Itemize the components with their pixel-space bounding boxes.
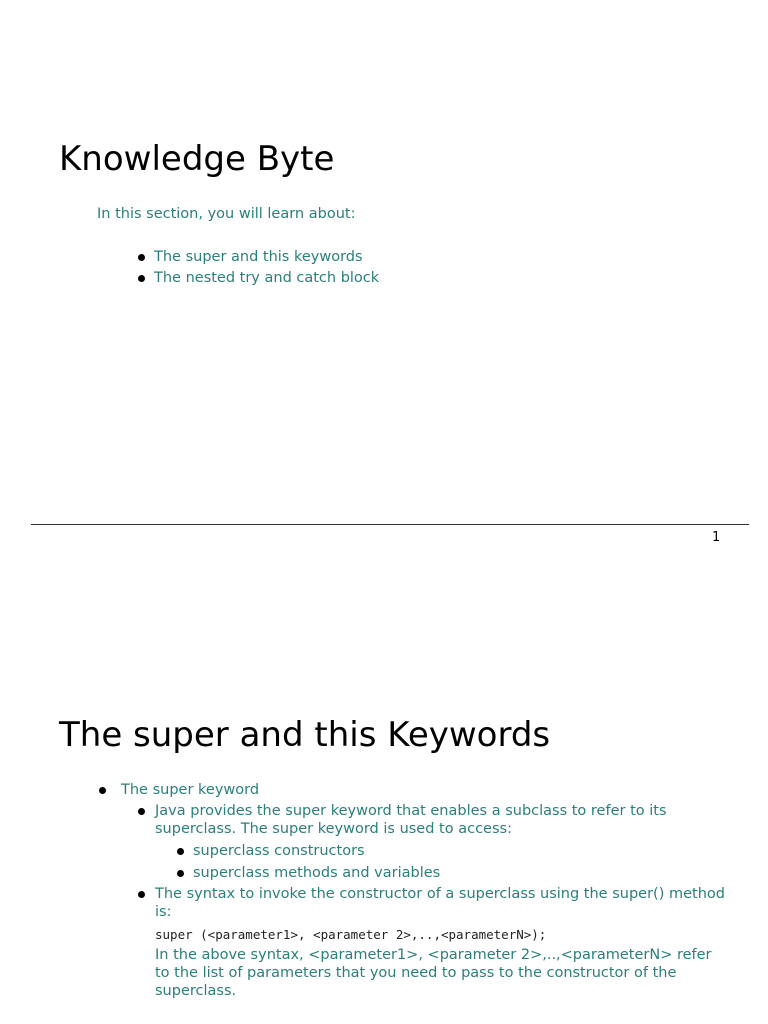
bullet-icon [138, 254, 145, 261]
bullet-icon [99, 787, 106, 794]
bullet-icon [138, 891, 145, 898]
list-item-text: The super and this keywords [154, 249, 363, 265]
page-divider [31, 524, 749, 525]
level2-item-text: The syntax to invoke the constructor of a superclass using the super() method is: [155, 886, 725, 920]
bullet-icon [138, 275, 145, 282]
level3-item-text: superclass methods and variables [193, 865, 441, 881]
page-number: 1 [712, 530, 721, 545]
level2-item-text: Java provides the super keyword that enables a subclass to refer to its superclass. The super keyword is used to access: [155, 803, 667, 837]
page-title: Knowledge Byte [59, 139, 335, 179]
bullet-icon [177, 870, 184, 877]
page-title: The super and this Keywords [59, 715, 551, 755]
list-item-text: The nested try and catch block [154, 270, 380, 286]
bullet-icon [138, 808, 145, 815]
bullet-icon [177, 848, 184, 855]
explanation-text: In the above syntax, <parameter1>, <parameter 2>,..,<parameterN> refer to the list of parameters that you need to pass to the constructor of the superclass. [155, 947, 712, 999]
code-snippet: super (<parameter1>, <parameter 2>,..,<parameterN>); [155, 927, 547, 942]
level1-item-text: The super keyword [121, 782, 260, 798]
intro-text: In this section, you will learn about: [97, 206, 356, 222]
level3-item-text: superclass constructors [193, 843, 365, 859]
